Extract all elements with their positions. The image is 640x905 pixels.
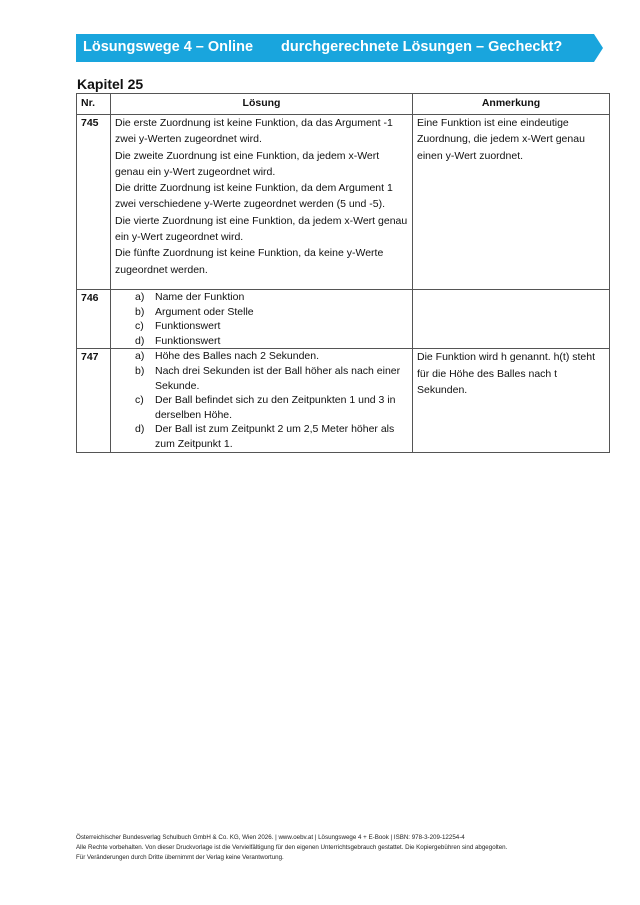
item-marker: c) <box>135 320 144 333</box>
column-header-loesung: Lösung <box>111 94 413 115</box>
item-text: Funktionswert <box>155 320 221 333</box>
item-marker: c) <box>135 394 144 407</box>
list-item <box>115 393 408 422</box>
footer-rights-line: Alle Rechte vorbehalten. Von dieser Druckvorlage ist die Vervielfältigung für den eigenen Unterrichtsgebrauch gestattet. Die Kopiergebühren sind abgegolten. <box>76 844 508 851</box>
solution-paragraph: Die erste Zuordnung ist keine Funktion, da das Argument -1 zwei y-Werten zugeordnet wird. <box>115 117 393 146</box>
table-header-row <box>77 94 610 115</box>
item-text: Argument oder Stelle <box>155 305 254 318</box>
header-subtitle: durchgerechnete Lösungen – Gecheckt? <box>281 39 563 55</box>
column-header-nr: Nr. <box>77 94 111 115</box>
list-item <box>115 305 408 320</box>
page-footer <box>76 833 616 863</box>
answer-list <box>115 349 408 451</box>
solution-cell <box>111 290 413 349</box>
table-row <box>77 349 610 452</box>
header-title: Lösungswege 4 – Online <box>83 39 254 55</box>
row-number: 745 <box>77 115 111 290</box>
item-text: Name der Funktion <box>155 291 245 303</box>
item-text: Funktionswert <box>155 334 221 347</box>
solution-paragraph: Die vierte Zuordnung ist eine Funktion, da jedem x-Wert genau ein y-Wert zugeordnet wird. <box>115 214 408 244</box>
item-text: Der Ball ist zum Zeitpunkt 2 um 2,5 Meter höher als zum Zeitpunkt 1. <box>155 423 395 450</box>
item-marker: a) <box>135 350 145 363</box>
solutions-table <box>76 93 610 453</box>
table-row <box>77 290 610 349</box>
solution-paragraph: Die zweite Zuordnung ist eine Funktion, da jedem x-Wert genau ein y-Wert zugeordnet wird. <box>115 149 380 178</box>
column-header-anmerkung: Anmerkung <box>413 94 610 115</box>
list-item <box>115 290 408 305</box>
list-item <box>115 334 408 349</box>
list-item <box>115 422 408 451</box>
item-marker: b) <box>135 305 145 318</box>
note-cell: Eine Funktion ist eine eindeutige Zuordnung, die jedem x-Wert genau einen y-Wert zuordnet. <box>413 115 610 290</box>
solution-paragraph: Die dritte Zuordnung ist keine Funktion, da dem Argument 1 zwei verschiedene y-Werte zugeordnet werden (5 und -5). <box>115 182 393 211</box>
item-marker: d) <box>135 334 145 347</box>
note-cell: Die Funktion wird h genannt. h(t) steht für die Höhe des Balles nach t Sekunden. <box>413 349 610 452</box>
footer-publisher-line: Österreichischer Bundesverlag Schulbuch GmbH & Co. KG, Wien 2026. | www.oebv.at | Lösungswege 4 + E-Book | ISBN: 978-3-209-12254-4 <box>76 834 465 841</box>
footer-disclaimer-line: Für Veränderungen durch Dritte übernimmt der Verlag keine Verantwortung. <box>76 854 284 861</box>
solution-cell <box>111 115 413 290</box>
solution-paragraph: Die fünfte Zuordnung ist keine Funktion, da keine y-Werte zugeordnet werden. <box>115 247 384 276</box>
answer-list <box>115 290 408 348</box>
solution-cell <box>111 349 413 452</box>
list-item <box>115 364 408 393</box>
list-item <box>115 349 408 364</box>
note-cell <box>413 290 610 349</box>
header-banner <box>76 34 603 62</box>
item-text: Höhe des Balles nach 2 Sekunden. <box>155 350 320 363</box>
item-marker: a) <box>135 291 145 303</box>
table-row <box>77 115 610 290</box>
list-item <box>115 319 408 334</box>
row-number: 746 <box>77 290 111 349</box>
chapter-title: Kapitel 25 <box>77 76 144 92</box>
item-text: Der Ball befindet sich zu den Zeitpunkten 1 und 3 in derselben Höhe. <box>155 394 396 421</box>
row-number: 747 <box>77 349 111 452</box>
item-marker: b) <box>135 364 145 377</box>
item-text: Nach drei Sekunden ist der Ball höher als nach einer Sekunde. <box>155 364 401 392</box>
item-marker: d) <box>135 423 145 436</box>
